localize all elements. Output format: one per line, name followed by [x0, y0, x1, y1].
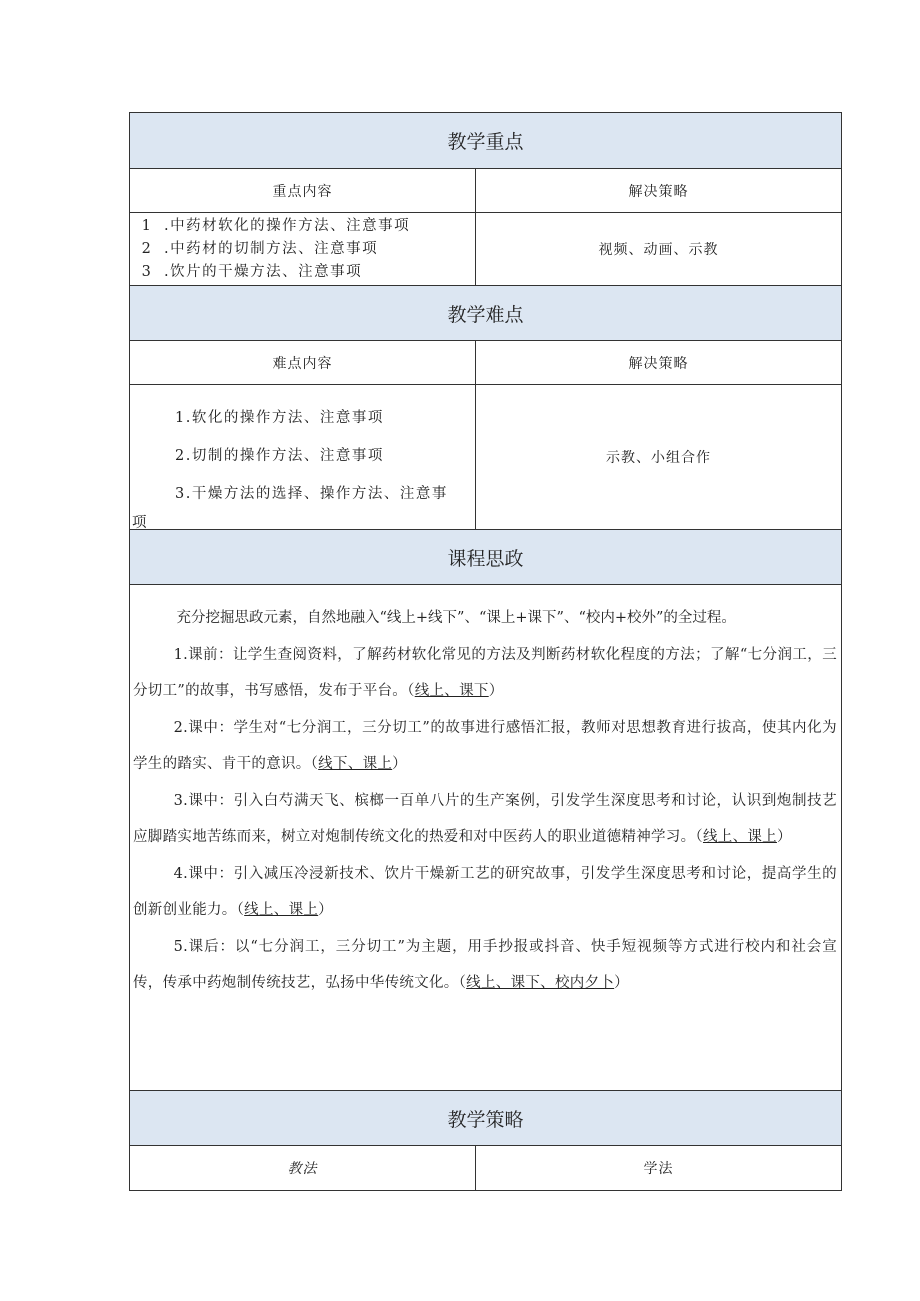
difficult-point-wrap: 项: [132, 515, 148, 531]
difficult-points-title: 教学难点: [447, 303, 524, 326]
ideology-paragraph: 2.课中：学生对“七分润工，三分切工”的故事进行感悟汇报，教师对思想教育进行拔高，使其内化为学生的踏实、肯干的意识。（线下、课上）: [133, 719, 837, 772]
key-points-title: 教学重点: [447, 131, 524, 153]
strategy-col-right: 学法: [643, 1161, 674, 1177]
ideology-intro: 充分挖掘思政元素，自然地融入“线上+线下”、“课上+课下”、“校内+校外”的全过程。: [176, 610, 736, 626]
ideology-title: 课程思政: [447, 547, 524, 570]
key-points-header: [130, 113, 841, 169]
difficult-points-column-headers: [130, 341, 841, 385]
lesson-plan-table: [129, 112, 842, 1191]
difficult-points-content-row: [130, 385, 841, 530]
strategy-title: 教学策略: [447, 1108, 524, 1131]
key-point-item: 3 .饮片的干燥方法、注意事项: [141, 264, 363, 280]
ideology-header: [130, 530, 841, 585]
key-point-item: 2 .中药材的切制方法、注意事项: [141, 241, 379, 257]
difficult-points-col-right: 解决策略: [628, 355, 689, 372]
strategy-col-left: 教法: [130, 1146, 476, 1190]
key-point-item: 1 .中药材软化的操作方法、注意事项: [141, 218, 411, 234]
difficult-points-header: [130, 286, 841, 341]
key-points-col-left: 重点内容: [130, 169, 476, 212]
key-points-strategy: 视频、动画、示教: [598, 242, 719, 258]
difficult-point-item: 2.切制的操作方法、注意事项: [175, 448, 384, 464]
ideology-paragraph: 1.课前：让学生查阅资料，了解药材软化常见的方法及判断药材软化程度的方法；了解“七分润工，三分切工”的故事，书写感悟，发布于平台。（线上、课下）: [133, 646, 837, 699]
strategy-header: [130, 1091, 841, 1146]
strategy-column-headers: [130, 1146, 841, 1190]
ideology-paragraph: 3.课中：引入白芍满天飞、槟榔一百单八片的生产案例，引发学生深度思考和讨论，认识到炮制技艺应脚踏实地苦练而来，树立对炮制传统文化的热爱和对中医药人的职业道德精神学习。（线上、课上）: [133, 792, 837, 845]
difficult-points-list: [130, 385, 476, 529]
key-points-col-right: 解决策略: [628, 183, 689, 200]
key-points-column-headers: [130, 169, 841, 213]
key-points-content-row: [130, 213, 841, 286]
difficult-point-item: 3.干燥方法的选择、操作方法、注意事: [175, 486, 448, 502]
difficult-points-strategy: 示教、小组合作: [606, 450, 711, 466]
difficult-point-item: 1.软化的操作方法、注意事项: [175, 410, 384, 426]
difficult-points-col-left: 难点内容: [130, 341, 476, 384]
key-points-list: [130, 213, 476, 285]
ideology-paragraph: 4.课中：引入减压冷浸新技术、饮片干燥新工艺的研究故事，引发学生深度思考和讨论，提高学生的创新创业能力。（线上、课上）: [133, 865, 837, 918]
ideology-content: [130, 585, 841, 1091]
ideology-paragraph: 5.课后：以“七分润工，三分切工”为主题，用手抄报或抖音、快手短视频等方式进行校内和社会宣传，传承中药炮制传统技艺，弘扬中华传统文化。（线上、课下、校内夕卜）: [133, 938, 837, 991]
